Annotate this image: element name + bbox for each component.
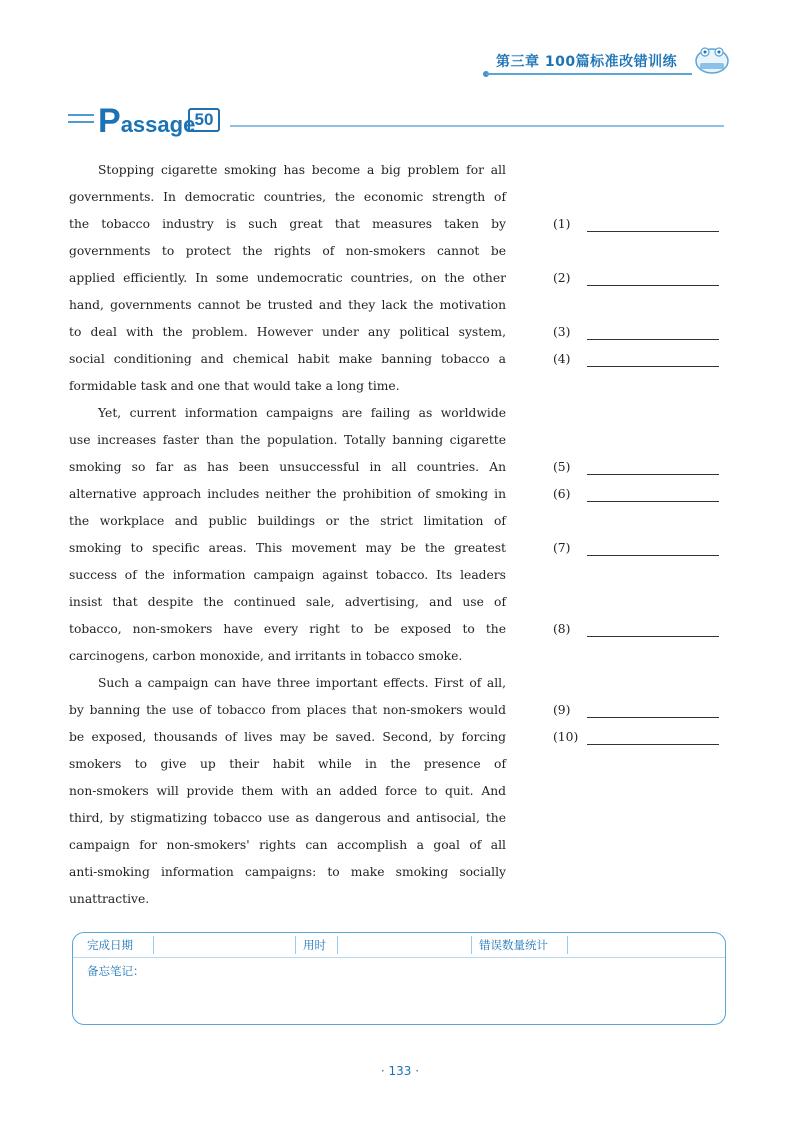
passage-line: be exposed, thousands of lives may be saved. Second, by forcing <box>69 730 506 744</box>
answer-blank[interactable]: (4) <box>553 346 723 373</box>
chapter-header <box>486 48 736 78</box>
answer-blank[interactable]: (1) <box>553 211 723 238</box>
divider <box>471 936 472 954</box>
passage-line: the tobacco industry is such great that measures taken by <box>69 217 506 231</box>
header-rule <box>486 73 692 75</box>
notes-label: 备忘笔记： <box>87 964 145 978</box>
heading-dash-icon <box>68 114 94 128</box>
passage-line: applied efficiently. In some undemocratic countries, on the other <box>69 271 506 285</box>
error-count-label: 错误数量统计 <box>479 938 548 952</box>
passage-line: Stopping cigarette smoking has become a big problem for all <box>98 163 506 177</box>
completion-date-label: 完成日期 <box>87 938 133 952</box>
passage-line: anti-smoking information campaigns: to make smoking socially <box>69 865 506 879</box>
passage-line: use increases faster than the population. Totally banning cigarette <box>69 433 506 447</box>
divider <box>153 936 154 954</box>
mascot-icon <box>694 44 730 74</box>
heading-rule <box>230 125 724 127</box>
passage-line: formidable task and one that would take a long time. <box>69 379 400 393</box>
passage-line: insist that despite the continued sale, advertising, and use of <box>69 595 506 609</box>
passage-line: smokers to give up their habit while in the presence of <box>69 757 506 771</box>
passage-line: success of the information campaign against tobacco. Its leaders <box>69 568 506 582</box>
answer-blank[interactable]: (10) <box>553 724 723 751</box>
passage-line: unattractive. <box>69 892 150 906</box>
answer-blank[interactable]: (8) <box>553 616 723 643</box>
record-box <box>72 932 726 1025</box>
passage-label: Passage <box>98 102 196 140</box>
passage-line: the workplace and public buildings or the strict limitation of <box>69 514 506 528</box>
passage-line: carcinogens, carbon monoxide, and irritants in tobacco smoke. <box>69 649 463 663</box>
chapter-title: 第三章 100篇标准改错训练 <box>496 54 678 70</box>
passage-line: to deal with the problem. However under any political system, <box>69 325 506 339</box>
passage-line: Yet, current information campaigns are failing as worldwide <box>98 406 506 420</box>
answer-blank[interactable]: (9) <box>553 697 723 724</box>
divider <box>295 936 296 954</box>
answer-blank[interactable]: (5) <box>553 454 723 481</box>
passage-line: tobacco, non-smokers have every right to be exposed to the <box>69 622 506 636</box>
passage-line: campaign for non-smokers' rights can accomplish a goal of all <box>69 838 506 852</box>
passage-line: Such a campaign can have three important effects. First of all, <box>98 676 506 690</box>
answer-blank[interactable]: (7) <box>553 535 723 562</box>
page-number: · 133 · <box>380 1064 420 1078</box>
passage-line: smoking to specific areas. This movement may be the greatest <box>69 541 506 555</box>
passage-line: third, by stigmatizing tobacco use as dangerous and antisocial, the <box>69 811 506 825</box>
passage-line: by banning the use of tobacco from places that non-smokers would <box>69 703 506 717</box>
passage-number: 50 <box>188 108 220 132</box>
answer-blank[interactable]: (3) <box>553 319 723 346</box>
divider <box>567 936 568 954</box>
time-used-label: 用时 <box>303 938 326 952</box>
passage-heading <box>68 104 728 140</box>
record-header-row <box>73 933 725 958</box>
passage-line: smoking so far as has been unsuccessful in all countries. An <box>69 460 506 474</box>
passage-line: governments. In democratic countries, the economic strength of <box>69 190 506 204</box>
passage-line: hand, governments cannot be trusted and they lack the motivation <box>69 298 506 312</box>
answer-blank[interactable]: (6) <box>553 481 723 508</box>
answer-blank[interactable]: (2) <box>553 265 723 292</box>
passage-line: alternative approach includes neither the prohibition of smoking in <box>69 487 506 501</box>
passage-line: non-smokers will provide them with an added force to quit. And <box>69 784 506 798</box>
passage-line: social conditioning and chemical habit make banning tobacco a <box>69 352 506 366</box>
passage-line: governments to protect the rights of non-smokers cannot be <box>69 244 506 258</box>
divider <box>337 936 338 954</box>
